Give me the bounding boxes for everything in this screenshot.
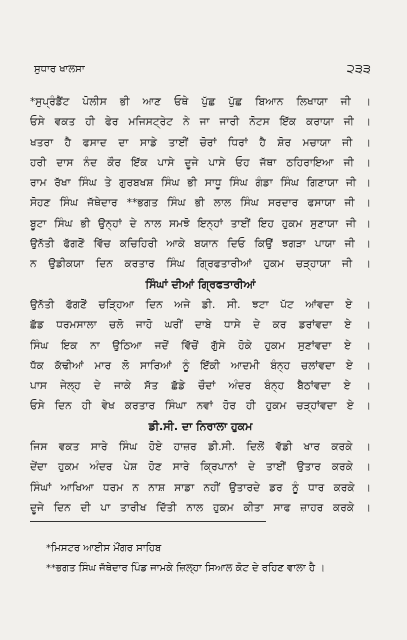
footnotes bbox=[46, 539, 373, 579]
verse-line: ਸਿੰਘ ਇਕ ਨਾ ਉਠਿਆ ਜਦੋਂ ਵਿੱਚੋਂ ਗੁੱਸੇ ਹੋਕੇ ਹੁਕਮ ਸੁਣਾਂਵਦਾ ਏ । bbox=[30, 339, 371, 352]
verse-line: ਪਾਸ ਜੇਲ੍ਹ ਦੇ ਜਾਕੇ ਸੱਤ ਛੱਡੇ ਚੌਦਾਂ ਅੰਦਰ ਬੰਨ੍ਹ ਬੈਠਾਂਵਦਾ ਏ । bbox=[30, 380, 371, 393]
footnote-divider bbox=[30, 521, 266, 522]
verse-line: ਓਸੇ ਦਿਨ ਹੀ ਵੇਖ ਕਰਤਾਰ ਸਿੰਘਾ ਨਵਾਂ ਹੋਰ ਹੀ ਹੁਕਮ ਚੜ੍ਹਾਂਵਦਾ ਏ । bbox=[30, 400, 371, 413]
footnote: **ਭਗਤ ਸਿੰਘ ਜੱਥੇਦਾਰ ਪਿੰਡ ਜਾਮਕੇ ਜ਼ਿਲ੍ਹਾ ਸਿਆਲ ਕੋਟ ਦੇ ਰਹਿਣ ਵਾਲਾ ਹੈ । bbox=[46, 563, 326, 574]
footnote: *ਮਿਸਟਰ ਆਈਸ ਮੌਂਗਰ ਸਾਹਿਬ bbox=[46, 543, 162, 554]
verse-line: *ਸੁਪ੍ਰੰਡੈਂਟ ਪੋਲੀਸ ਭੀ ਆਣ ਓਥੇ ਪੁੱਛ ਪੁੱਛ ਬਿਆਨ ਲਿਖਾਯਾ ਜੀ । bbox=[30, 96, 371, 108]
page-header bbox=[34, 64, 371, 80]
verse-line: ਰਾਮ ਰੱਖਾ ਸਿੰਘ ਤੇ ਗੁਰਬਖਸ਼ ਸਿੰਘ ਭੀ ਸਾਧੂ ਸਿੰਘ ਗੰਡਾ ਸਿੰਘ ਗਿਣਾਯਾ ਜੀ । bbox=[30, 177, 371, 190]
verse-line: ਸਿੰਘਾਂ ਆਖਿਆ ਧਰਮ ਨ ਨਾਸ਼ ਸਾਡਾ ਨਹੀਂ ਉਤਾਰਦੇ ਡਰ ਨੂੰ ਧਾਰ ਕਰਕੇ । bbox=[30, 481, 371, 494]
section-heading: ਸਿੰਘਾਂ ਦੀਆਂ ਗ੍ਰਿਫਤਾਰੀਆਂ bbox=[145, 277, 256, 291]
section-heading: ਡੀ.ਸੀ. ਦਾ ਨਿਰਾਲਾ ਹੁਕਮ bbox=[148, 419, 253, 433]
verse-block-2 bbox=[30, 295, 371, 417]
page-number: ੨੩੩ bbox=[346, 62, 371, 77]
running-title: ਸੁਧਾਰ ਖਾਲਸਾ bbox=[34, 64, 85, 75]
verse-line: ਧੱਕ ਕੱਢੀਆਂ ਮਾਰ ਲੋ ਸਾਰਿਆਂ ਨੂੰ ਇੱਕੀ ਆਦਮੀ ਬੰਨ੍ਹ ਚਲਾਂਵਦਾ ਏ । bbox=[30, 359, 371, 372]
verse-line: ਓਸੇ ਵਕਤ ਹੀ ਫੇਰ ਮਜਿਸਟ੍ਰੇਟ ਨੇ ਜਾ ਜਾਰੀ ਨੋਟਸ ਇੱਕ ਕਰਾਯਾ ਜੀ । bbox=[30, 116, 371, 129]
verse-line: ਜਿਸ ਵਕਤ ਸਾਰੇ ਸਿੰਘ ਹੋਏ ਹਾਜ਼ਰ ਡੀ.ਸੀ. ਦਿਲੋਂ ਵੱਡੀ ਖਾਰ ਕਰਕੇ । bbox=[30, 441, 371, 454]
verse-line: ਉਨੱਤੀ ਫੱਗਣੋਂ ਚੜ੍ਹਿਆ ਦਿਨ ਅਜੇ ਡੀ. ਸੀ. ਝਟਾ ਪੱਟ ਆਂਵਦਾ ਏ । bbox=[30, 298, 371, 311]
verse-line: ਬੂਟਾ ਸਿੰਘ ਭੀ ਉਨ੍ਹਾਂ ਦੇ ਨਾਲ ਸਮਝੋ ਇਨ੍ਹਾਂ ਤਾਈਂ ਇਹ ਹੁਕਮ ਸੁਣਾਯਾ ਜੀ । bbox=[30, 217, 371, 230]
verse-line: ਛੱਡ ਧਰਮਸਾਲਾ ਚਲੋ ਜਾਹੋ ਘਰੀਂ ਦਾਬੇ ਧਾਸੇ ਦੇ ਕਰ ਡਰਾਂਵਦਾ ਏ । bbox=[30, 319, 371, 332]
verse-line: ਦੇਂਦਾ ਹੁਕਮ ਅੰਦਰ ਪੇਸ਼ ਹੋਣ ਸਾਰੇ ਕ੍ਰਿਪਾਨਾਂ ਦੇ ਤਾਈਂ ਉਤਾਰ ਕਰਕੇ । bbox=[30, 461, 371, 474]
verse-line: ਨ ਉਡੀਕਯਾ ਦਿਨ ਕਰਤਾਰ ਸਿੰਘ ਗ੍ਰਿਫਤਾਰੀਆਂ ਹੁਕਮ ਚੜ੍ਹਾਯਾ ਜੀ । bbox=[30, 258, 371, 271]
page-body bbox=[30, 92, 371, 522]
verse-block-1 bbox=[30, 92, 371, 275]
verse-line: ਹਰੀ ਦਾਸ ਨੰਦ ਕੌਰ ਇੱਕ ਪਾਸੇ ਦੂਜੇ ਪਾਸੇ ਓਹ ਜੱਥਾ ਠਹਿਰਾਇਆ ਜੀ । bbox=[30, 156, 371, 169]
verse-line: ਉਨੱਤੀ ਫੱਗਣੋਂ ਵਿੱਚ ਕਚਿਹਿਰੀ ਆਕੇ ਬਯਾਨ ਦਿਓ ਕਿਉਂ ਝਗੜਾ ਪਾਯਾ ਜੀ । bbox=[30, 238, 371, 251]
verse-line: ਖਤਰਾ ਹੈ ਫਸਾਦ ਦਾ ਸਾਡੇ ਤਾਈਂ ਚੋਰਾਂ ਧਿਰਾਂ ਹੈ ਸ਼ੋਰ ਮਚਾਯਾ ਜੀ । bbox=[30, 136, 371, 149]
verse-line: ਦੂਜੇ ਦਿਨ ਦੀ ਪਾ ਤਾਰੀਖ ਦਿੱਤੀ ਨਾਲ ਹੁਕਮ ਕੀਤਾ ਸਾਫ ਜ਼ਾਹਰ ਕਰਕੇ । bbox=[30, 501, 371, 514]
verse-block-3 bbox=[30, 437, 371, 518]
verse-line: ਸੋਹਣ ਸਿੰਘ ਜੱਥੇਦਾਰ **ਭਗਤ ਸਿੰਘ ਭੀ ਲਾਲ ਸਿੰਘ ਸਰਦਾਰ ਫਸਾਯਾ ਜੀ । bbox=[30, 197, 371, 210]
